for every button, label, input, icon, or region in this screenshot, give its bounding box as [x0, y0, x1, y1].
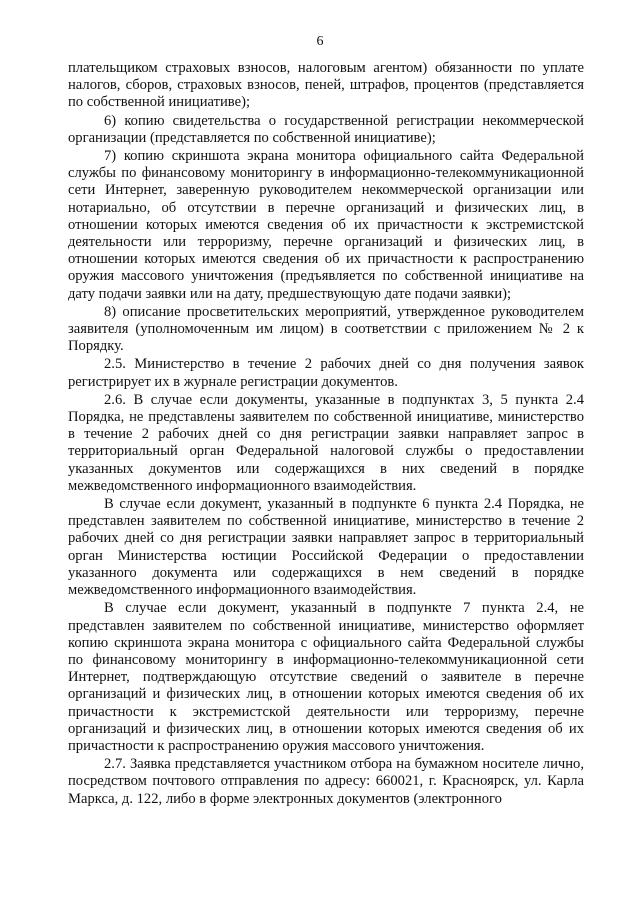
list-item-7: 7) копию скриншота экрана монитора официального сайта Федеральной службы по финансовому мониторингу в информационно-телекоммуникационной сети Интернет, заверенную руководителем некоммерческой организации или нотариально, об отсутствии в перечне организаций и физических лиц, в отношении которых имеются сведения об их причастности к экстремистской деятельности или терроризму, перечне организаций и физических лиц, в отношении которых имеются сведения об их причастности к распространению оружия массового уничтожения (предъявляется по собственной инициативе на дату подачи заявки или на дату, предшествующую дате подачи заявки); [68, 148, 584, 302]
document-body [68, 60, 584, 808]
clause-2-5: 2.5. Министерство в течение 2 рабочих дней со дня получения заявок регистрирует их в журнале регистрации документов. [68, 356, 584, 390]
list-item-8: 8) описание просветительских мероприятий, утвержденное руководителем заявителя (уполномоченным им лицом) в соответствии с приложением № 2 к Порядку. [68, 303, 584, 355]
clause-2-6-para-2: В случае если документ, указанный в подпункте 6 пункта 2.4 Порядка, не представлен заявителем по собственной инициативе, министерство в течение 2 рабочих дней со дня регистрации заявки направляет запрос в территориальный орган Министерства юстиции Российской Федерации о предоставлении указанного документа или содержащихся в нем сведений в порядке межведомственного информационного взаимодействия. [68, 496, 584, 599]
clause-2-7: 2.7. Заявка представляется участником отбора на бумажном носителе лично, посредством почтового отправления по адресу: 660021, г. Красноярск, ул. Карла Маркса, д. 122, либо в форме электронных документов (электронного [68, 756, 584, 807]
clause-2-6-para-3: В случае если документ, указанный в подпункте 7 пункта 2.4, не представлен заявителем по собственной инициативе, министерство оформляет копию скриншота экрана монитора с официального сайта Федеральной службы по финансовому мониторингу в информационно-телекоммуникационной сети Интернет, подтверждающую отсутствие сведений о заявителе в перечне организаций и физических лиц, в отношении которых имеются сведения об их причастности к экстремистской деятельности или терроризму, перечне организаций и физических лиц, в отношении которых имеются сведения об их причастности к распространению оружия массового уничтожения. [68, 600, 584, 754]
paragraph-continuation: плательщиком страховых взносов, налоговым агентом) обязанности по уплате налогов, сборов, страховых взносов, пеней, штрафов, процентов (представляется по собственной инициативе); [68, 60, 584, 111]
list-item-6: 6) копию свидетельства о государственной регистрации некоммерческой организации (представляется по собственной инициативе); [68, 112, 584, 146]
page-number: 6 [316, 34, 324, 49]
clause-2-6: 2.6. В случае если документы, указанные в подпунктах 3, 5 пункта 2.4 Порядка, не представлены заявителем по собственной инициативе, министерство в течение 2 рабочих дней со дня регистрации заявки направляет запрос в территориальный орган Федеральной налоговой службы о предоставлении указанных документов или содержащихся в них сведений в порядке межведомственного информационного взаимодействия. [68, 391, 584, 494]
